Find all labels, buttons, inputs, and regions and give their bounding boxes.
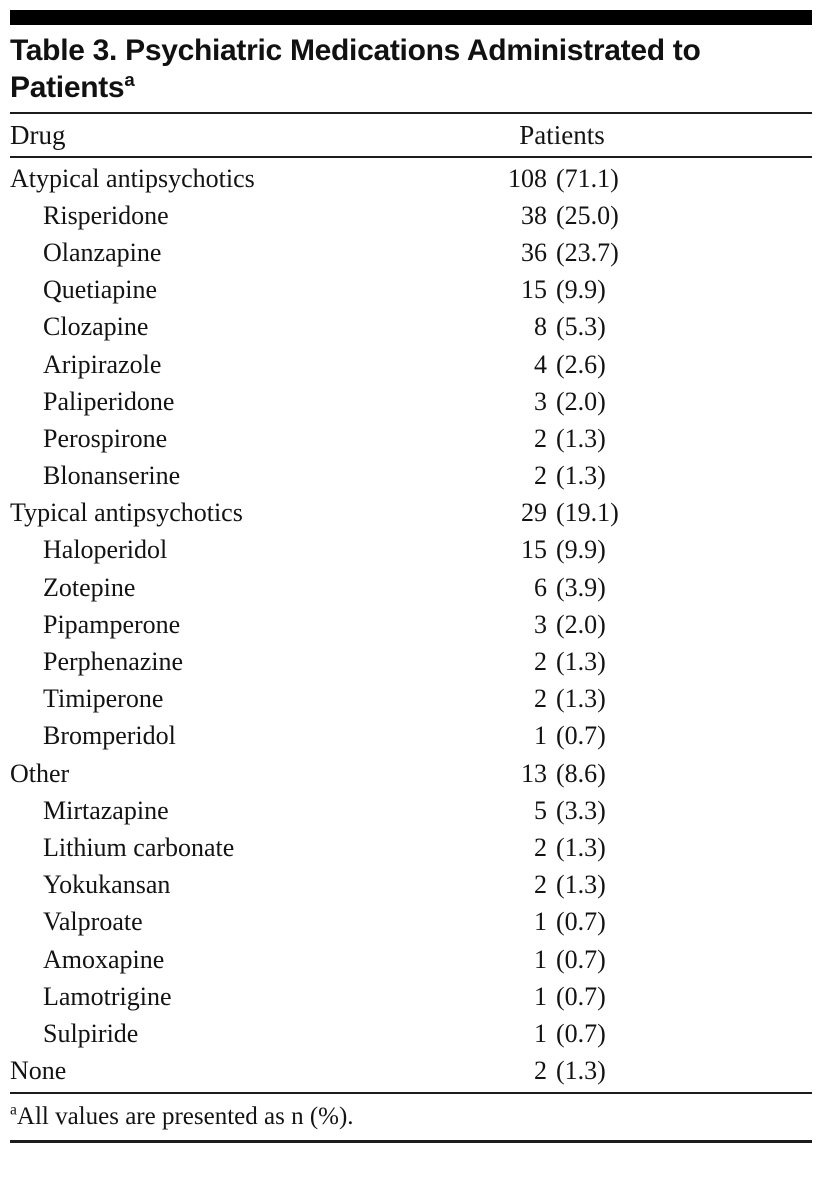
patient-percent: (1.3) <box>556 461 606 491</box>
patients-cell <box>432 238 692 268</box>
patient-count: 5 <box>534 795 547 825</box>
drug-cell: Lithium carbonate <box>43 832 235 862</box>
table-row <box>10 941 812 978</box>
drug-cell: Lamotrigine <box>43 981 172 1011</box>
drug-cell: None <box>10 1056 67 1086</box>
patients-cell <box>432 1056 692 1086</box>
patient-count: 38 <box>521 200 547 230</box>
patients-cell <box>432 982 692 1012</box>
patient-percent: (2.6) <box>556 349 606 379</box>
drug-cell: Aripirazole <box>43 349 162 379</box>
drug-cell: Olanzapine <box>43 237 162 267</box>
patient-percent: (3.3) <box>556 795 606 825</box>
patient-count: 3 <box>534 609 547 639</box>
footnote-superscript: a <box>10 1101 17 1119</box>
paper-table <box>0 10 822 1143</box>
patient-count: 1 <box>534 1018 547 1048</box>
patient-count: 2 <box>534 647 547 677</box>
patient-count: 6 <box>534 572 547 602</box>
patient-count: 15 <box>521 535 547 565</box>
patient-count: 36 <box>521 237 547 267</box>
patient-percent: (0.7) <box>556 981 606 1011</box>
patient-percent: (9.9) <box>556 275 606 305</box>
patients-cell <box>432 610 692 640</box>
table-row <box>10 272 812 309</box>
drug-cell: Typical antipsychotics <box>10 498 243 528</box>
patient-count: 2 <box>534 461 547 491</box>
patients-cell <box>432 350 692 380</box>
table-row <box>10 718 812 755</box>
drug-cell: Atypical antipsychotics <box>10 163 255 193</box>
table-row <box>10 383 812 420</box>
table-row <box>10 829 812 866</box>
patient-percent: (23.7) <box>556 237 619 267</box>
patient-count: 13 <box>521 758 547 788</box>
drug-cell: Paliperidone <box>43 386 175 416</box>
patients-cell <box>432 907 692 937</box>
patients-cell <box>432 461 692 491</box>
table-row <box>10 532 812 569</box>
patients-cell <box>432 721 692 751</box>
drug-cell: Perphenazine <box>43 647 184 677</box>
table-row <box>10 495 812 532</box>
patient-percent: (5.3) <box>556 312 606 342</box>
patients-cell <box>432 573 692 603</box>
patients-cell <box>432 647 692 677</box>
table-row <box>10 792 812 829</box>
patients-cell <box>432 684 692 714</box>
patients-cell <box>432 201 692 231</box>
patient-count: 2 <box>534 423 547 453</box>
drug-cell: Other <box>10 758 70 788</box>
patient-percent: (1.3) <box>556 832 606 862</box>
table-row <box>10 681 812 718</box>
table-row <box>10 904 812 941</box>
drug-cell: Yokukansan <box>43 870 171 900</box>
drug-cell: Valproate <box>43 907 143 937</box>
patients-cell <box>432 387 692 417</box>
table-row <box>10 160 812 197</box>
patients-cell <box>432 870 692 900</box>
patient-percent: (1.3) <box>556 423 606 453</box>
drug-cell: Quetiapine <box>43 275 158 305</box>
drug-cell: Pipamperone <box>43 609 181 639</box>
table-footnote <box>10 1094 812 1140</box>
drug-cell: Sulpiride <box>43 1018 139 1048</box>
footnote-body: All values are presented as n (%). <box>16 1102 354 1130</box>
table-row <box>10 346 812 383</box>
patients-cell <box>432 498 692 528</box>
patients-cell <box>432 312 692 342</box>
patient-percent: (1.3) <box>556 684 606 714</box>
patient-percent: (2.0) <box>556 609 606 639</box>
patients-cell <box>432 796 692 826</box>
table-header-row <box>10 114 812 156</box>
table-row <box>10 1015 812 1052</box>
patient-count: 15 <box>521 275 547 305</box>
patient-count: 2 <box>534 832 547 862</box>
patient-percent: (0.7) <box>556 1018 606 1048</box>
patient-count: 2 <box>534 684 547 714</box>
table-row <box>10 420 812 457</box>
table-row <box>10 978 812 1015</box>
footnote-text <box>10 1103 354 1131</box>
patient-percent: (2.0) <box>556 386 606 416</box>
table-row <box>10 197 812 234</box>
patient-percent: (1.3) <box>556 1056 606 1086</box>
patients-cell <box>432 164 692 194</box>
patient-percent: (19.1) <box>556 498 619 528</box>
patient-percent: (0.7) <box>556 944 606 974</box>
drug-cell: Timiperone <box>43 684 164 714</box>
patients-cell <box>432 1019 692 1049</box>
drug-cell: Clozapine <box>43 312 149 342</box>
patient-count: 1 <box>534 907 547 937</box>
patient-percent: (1.3) <box>556 870 606 900</box>
drug-cell: Bromperidol <box>43 721 176 751</box>
table-row <box>10 309 812 346</box>
patient-count: 2 <box>534 870 547 900</box>
patients-cell <box>432 833 692 863</box>
table-row <box>10 643 812 680</box>
patient-count: 4 <box>534 349 547 379</box>
patient-count: 1 <box>534 981 547 1011</box>
table-row <box>10 755 812 792</box>
column-header-drug: Drug <box>10 119 66 150</box>
patient-count: 3 <box>534 386 547 416</box>
drug-cell: Amoxapine <box>43 944 165 974</box>
column-header-patients: Patients <box>519 119 605 150</box>
table-row <box>10 1053 812 1090</box>
patients-cell <box>432 275 692 305</box>
patient-percent: (0.7) <box>556 907 606 937</box>
patient-percent: (3.9) <box>556 572 606 602</box>
patient-count: 2 <box>534 1056 547 1086</box>
patient-count: 29 <box>521 498 547 528</box>
patient-count: 1 <box>534 944 547 974</box>
drug-cell: Blonanserine <box>43 461 181 491</box>
table-row <box>10 458 812 495</box>
rule-bottom <box>10 1140 812 1143</box>
patients-cell <box>432 535 692 565</box>
patient-count: 8 <box>534 312 547 342</box>
drug-cell: Haloperidol <box>43 535 168 565</box>
patient-percent: (25.0) <box>556 200 619 230</box>
patient-percent: (1.3) <box>556 647 606 677</box>
table-title-superscript: a <box>124 69 135 90</box>
drug-cell: Risperidone <box>43 200 169 230</box>
table-title <box>10 32 812 106</box>
patients-cell <box>432 945 692 975</box>
table-row <box>10 867 812 904</box>
patients-cell <box>432 759 692 789</box>
patient-percent: (8.6) <box>556 758 606 788</box>
drug-cell: Mirtazapine <box>43 795 169 825</box>
patient-percent: (0.7) <box>556 721 606 751</box>
table-row <box>10 569 812 606</box>
patient-count: 1 <box>534 721 547 751</box>
table-rows <box>10 158 812 1092</box>
table-top-bar <box>10 10 812 25</box>
table-row <box>10 606 812 643</box>
patient-count: 108 <box>508 163 547 193</box>
table-title-text: Table 3. Psychiatric Medications Administrated to Patients <box>10 34 701 104</box>
patients-cell <box>432 424 692 454</box>
patient-percent: (71.1) <box>556 163 619 193</box>
drug-cell: Zotepine <box>43 572 136 602</box>
patient-percent: (9.9) <box>556 535 606 565</box>
drug-cell: Perospirone <box>43 423 168 453</box>
table-row <box>10 234 812 271</box>
